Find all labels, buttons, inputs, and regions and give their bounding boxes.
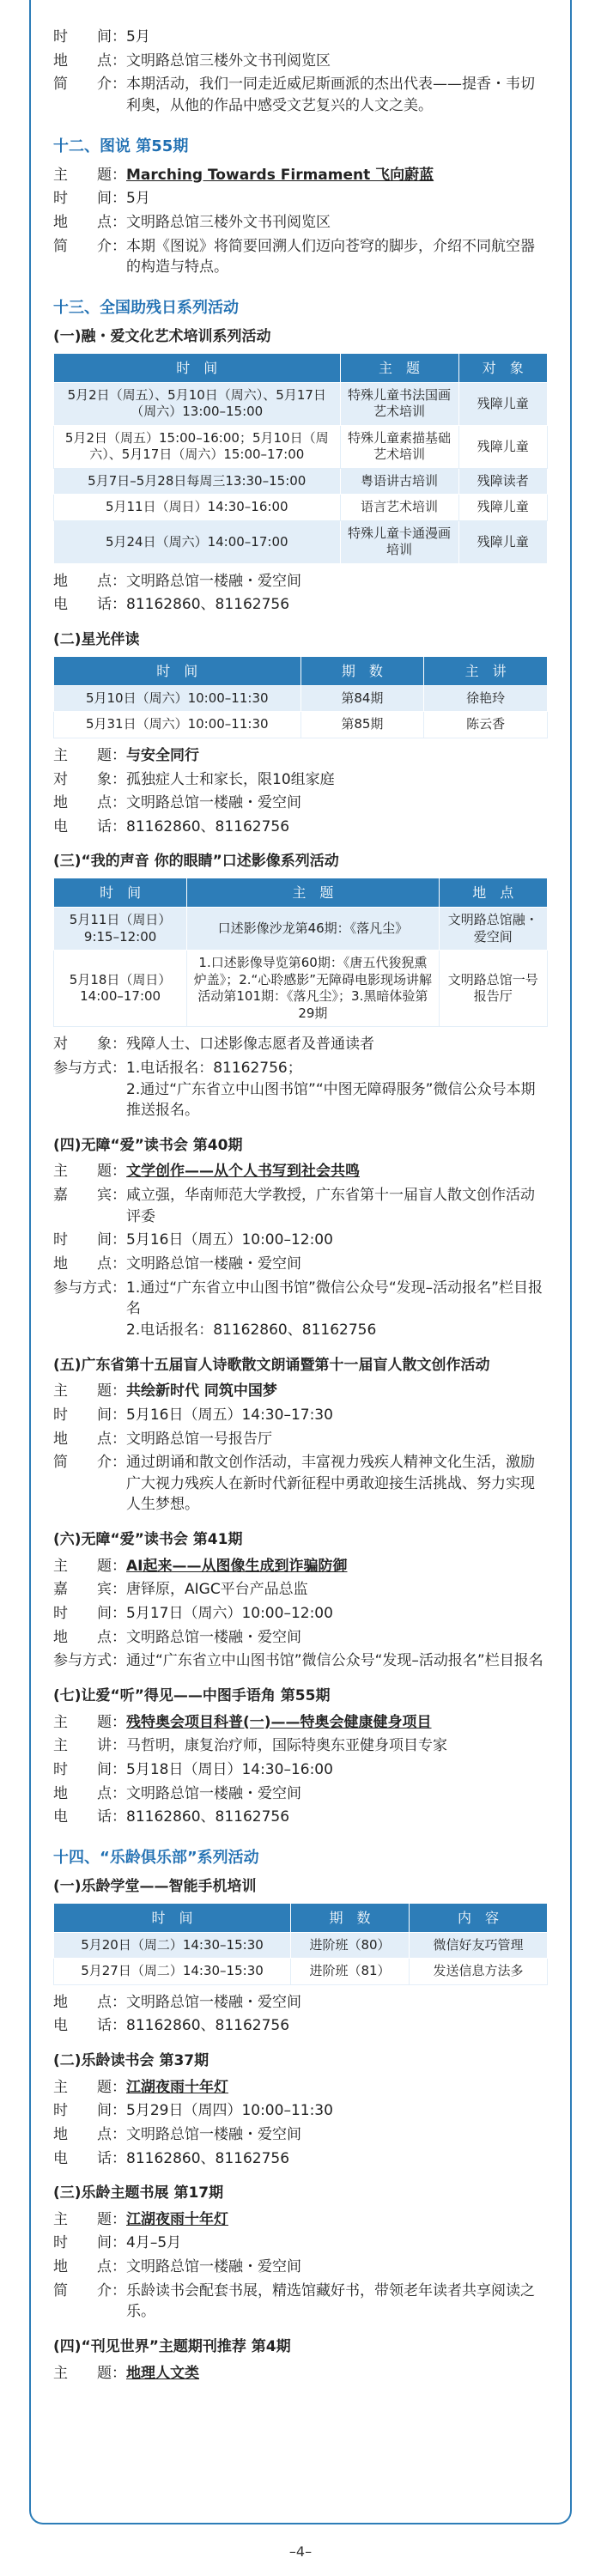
info-row-place: 地 点 ： 文明路总馆一号报告厅 bbox=[53, 1429, 548, 1450]
label: 地 点 bbox=[53, 572, 112, 590]
value: 马哲明，康复治疗师，国际特奥东亚健身项目专家 bbox=[126, 1737, 447, 1755]
info-row-phone: 电 话 ： 81162860、81162756 bbox=[53, 1807, 548, 1828]
info-row-method: 参与方式 ： 1.电话报名：81162756； 2.通过“广东省立中山图书馆”“中图无障碍服务”微信公众号本期推送报名。 bbox=[53, 1058, 548, 1121]
info-row-place: 地 点 ： 文明路总馆一楼融・爱空间 bbox=[53, 1783, 548, 1805]
sub-title: (七)让爱“听”得见——中图手语角 第55期 bbox=[53, 1686, 331, 1704]
info-row-phone: 电 话 ： 81162860、81162756 bbox=[53, 2148, 548, 2170]
table-cell: 5月11日（周日）14:30–16:00 bbox=[54, 495, 341, 521]
table-cell: 5月10日（周六）10:00–11:30 bbox=[54, 685, 301, 712]
value: 文明路总馆三楼外文书刊阅览区 bbox=[126, 52, 331, 70]
schedule-table bbox=[53, 878, 548, 1027]
section-title-14: 十四、“乐龄俱乐部”系列活动 bbox=[53, 1848, 259, 1867]
value: 孤独症人士和家长，限10组家庭 bbox=[126, 770, 335, 788]
sub-title: (六)无障“爱”读书会 第41期 bbox=[53, 1531, 243, 1549]
label: 主 题 bbox=[53, 1163, 112, 1181]
value: 残障人士、口述影像志愿者及普通读者 bbox=[126, 1036, 374, 1054]
table-row bbox=[54, 1932, 548, 1959]
info-row-time: 时 间 ： 5月 bbox=[53, 27, 548, 48]
label: 地 点 bbox=[53, 2258, 112, 2276]
table-cell: 语言艺术培训 bbox=[340, 495, 458, 521]
sub-title: (三)乐龄主题书展 第17期 bbox=[53, 2184, 224, 2202]
table-cell: 特殊儿童卡通漫画培训 bbox=[340, 520, 458, 563]
value: 81162860、81162756 bbox=[126, 817, 290, 835]
label: 简 介 bbox=[53, 76, 112, 94]
info-row-intro: 简 介 ： 乐龄读书会配套书展，精选馆藏好书，带领老年读者共享阅读之乐。 bbox=[53, 2281, 548, 2323]
label: 主 题 bbox=[53, 166, 112, 184]
info-row-theme: 主 题 ： AI起来——从图像生成到诈骗防御 bbox=[53, 1556, 548, 1577]
label: 地 点 bbox=[53, 794, 112, 812]
info-row-place: 地 点 ： 文明路总馆一楼融・爱空间 bbox=[53, 793, 548, 814]
label: 地 点 bbox=[53, 52, 112, 70]
label: 时 间 bbox=[53, 190, 112, 208]
info-row-time: 时 间 ： 5月17日（周六）10:00–12:00 bbox=[53, 1603, 548, 1625]
table-cell: 文明路总馆一号报告厅 bbox=[439, 951, 548, 1027]
info-row-time: 时 间 ： 5月16日（周五）14:30–17:30 bbox=[53, 1405, 548, 1426]
table-cell: 发送信息方法多 bbox=[410, 1959, 548, 1985]
value: 文明路总馆一楼融・爱空间 bbox=[126, 1784, 301, 1802]
value: 文明路总馆一楼融・爱空间 bbox=[126, 2125, 301, 2143]
label: 主 题 bbox=[53, 1557, 112, 1575]
table-row bbox=[54, 712, 548, 738]
table-cell: 5月27日（周二）14:30–15:30 bbox=[54, 1959, 291, 1985]
info-row-place: 地 点 ： 文明路总馆一楼融・爱空间 bbox=[53, 2257, 548, 2278]
info-row-time: 时 间 ： 5月18日（周日）14:30–16:00 bbox=[53, 1759, 548, 1781]
label: 主 题 bbox=[53, 2078, 112, 2096]
table-cell: 进阶班（81） bbox=[291, 1959, 410, 1985]
table-cell: 陈云香 bbox=[424, 712, 548, 738]
label: 时 间 bbox=[53, 28, 112, 46]
label: 主 题 bbox=[53, 2364, 112, 2382]
table-cell: 残障读者 bbox=[458, 468, 548, 495]
info-row-theme: 主 题 ： 共绘新时代 同筑中国梦 bbox=[53, 1381, 548, 1402]
label: 地 点 bbox=[53, 1430, 112, 1448]
table-row bbox=[54, 951, 548, 1027]
table-header: 时 间 bbox=[54, 1903, 291, 1932]
value: 通过“广东省立中山图书馆”微信公众号“发现–活动报名”栏目报名 bbox=[126, 1652, 543, 1670]
table-cell: 5月11日（周日）9:15–12:00 bbox=[54, 908, 187, 951]
value: 81162860、81162756 bbox=[126, 2149, 290, 2167]
label: 地 点 bbox=[53, 2125, 112, 2143]
value: 4月–5月 bbox=[126, 2234, 182, 2252]
label: 地 点 bbox=[53, 213, 112, 231]
value: 81162860、81162756 bbox=[126, 596, 290, 614]
info-row-method: 参与方式 ： 通过“广东省立中山图书馆”微信公众号“发现–活动报名”栏目报名 bbox=[53, 1650, 548, 1672]
table-cell: 5月2日（周五）、5月10日（周六）、5月17日（周六）13:00–15:00 bbox=[54, 382, 341, 425]
value: 文明路总馆三楼外文书刊阅览区 bbox=[126, 213, 331, 231]
label: 对 象 bbox=[53, 770, 112, 788]
value: 残特奥会项目科普(一)——特奥会健康健身项目 bbox=[126, 1713, 432, 1731]
value: 地理人文类 bbox=[126, 2364, 199, 2382]
info-row-theme: 主 题 ： 地理人文类 bbox=[53, 2363, 548, 2385]
table-cell: 残障儿童 bbox=[458, 495, 548, 521]
label: 参与方式 bbox=[53, 1279, 112, 1297]
info-row-intro: 简 介 ： 本期《图说》将简要回溯人们迈向苍穹的脚步，介绍不同航空器的构造与特点。 bbox=[53, 236, 548, 278]
label: 地 点 bbox=[53, 1628, 112, 1646]
table-header: 时 间 bbox=[54, 353, 341, 382]
table-cell: 第85期 bbox=[300, 712, 424, 738]
table-cell: 1.口述影像导览第60期：《唐五代狻猊熏炉盖》；2.“心聆感影”无障碍电影现场讲解活动第101期：《落凡尘》；3.黑暗体验第29期 bbox=[187, 951, 439, 1027]
label: 时 间 bbox=[53, 1605, 112, 1623]
label: 对 象 bbox=[53, 1036, 112, 1054]
table-cell: 5月31日（周六）10:00–11:30 bbox=[54, 712, 301, 738]
info-row-target: 对 象 ： 孤独症人士和家长，限10组家庭 bbox=[53, 769, 548, 791]
label: 参与方式 bbox=[53, 1059, 112, 1077]
table-header: 期 数 bbox=[291, 1903, 410, 1932]
table-cell: 残障儿童 bbox=[458, 425, 548, 468]
table-header: 时 间 bbox=[54, 656, 301, 685]
sub-title: (二)星光伴读 bbox=[53, 631, 140, 649]
info-row-time: 时 间 ： 5月29日（周四）10:00–11:30 bbox=[53, 2100, 548, 2122]
info-row-speaker: 主 讲 ： 马哲明，康复治疗师，国际特奥东亚健身项目专家 bbox=[53, 1735, 548, 1757]
value: 文明路总馆一楼融・爱空间 bbox=[126, 1993, 301, 2011]
table-cell: 特殊儿童素描基础艺术培训 bbox=[340, 425, 458, 468]
label: 电 话 bbox=[53, 817, 112, 835]
value: 文明路总馆一楼融・爱空间 bbox=[126, 2258, 301, 2276]
table-row bbox=[54, 468, 548, 495]
label: 地 点 bbox=[53, 1993, 112, 2011]
label: 时 间 bbox=[53, 1406, 112, 1424]
table-row bbox=[54, 908, 548, 951]
info-row-place: 地 点 ： 文明路总馆一楼融・爱空间 bbox=[53, 2124, 548, 2146]
table-cell: 微信好友巧管理 bbox=[410, 1932, 548, 1959]
info-row-theme: 主 题 ： 江湖夜雨十年灯 bbox=[53, 2209, 548, 2231]
label: 地 点 bbox=[53, 1784, 112, 1802]
label: 电 话 bbox=[53, 1808, 112, 1826]
value: 唐铎原，AIGC平台产品总监 bbox=[126, 1581, 308, 1599]
label: 电 话 bbox=[53, 596, 112, 614]
value: 江湖夜雨十年灯 bbox=[126, 2078, 228, 2096]
info-row-theme: 主 题 ： 江湖夜雨十年灯 bbox=[53, 2077, 548, 2099]
table-row bbox=[54, 382, 548, 425]
table-header: 主 题 bbox=[340, 353, 458, 382]
sub-title: (一)融・爱文化艺术培训系列活动 bbox=[53, 327, 271, 345]
info-row-time: 时 间 ： 4月–5月 bbox=[53, 2233, 548, 2254]
table-row bbox=[54, 685, 548, 712]
info-row-place: 地 点 ： 文明路总馆三楼外文书刊阅览区 bbox=[53, 51, 548, 72]
method-line: 2.通过“广东省立中山图书馆”“中图无障碍服务”微信公众号本期推送报名。 bbox=[126, 1080, 536, 1120]
value: 文明路总馆一楼融・爱空间 bbox=[126, 1628, 301, 1646]
value: 81162860、81162756 bbox=[126, 1808, 290, 1826]
value: 本期《图说》将简要回溯人们迈向苍穹的脚步，介绍不同航空器的构造与特点。 bbox=[126, 237, 535, 276]
table-cell: 5月7日–5月28日每周三13:30–15:00 bbox=[54, 468, 341, 495]
info-row-intro: 简 介 ： 本期活动，我们一同走近威尼斯画派的杰出代表——提香・韦切利奥，从他的作品中感受文艺复兴的人文之美。 bbox=[53, 74, 548, 116]
info-row-method: 参与方式 ： 1.通过“广东省立中山图书馆”微信公众号“发现–活动报名”栏目报名 2.电话报名：81162860、81162756 bbox=[53, 1278, 548, 1341]
value: 5月 bbox=[126, 28, 150, 46]
label: 地 点 bbox=[53, 1255, 112, 1273]
label: 主 讲 bbox=[53, 1737, 112, 1755]
sub-title: (一)乐龄学堂——智能手机培训 bbox=[53, 1877, 257, 1895]
info-row-theme: 主 题 ： Marching Towards Firmament 飞向蔚蓝 bbox=[53, 165, 548, 186]
info-row-guest: 嘉 宾 ： 咸立强，华南师范大学教授，广东省第十一届盲人散文创作活动评委 bbox=[53, 1185, 548, 1227]
value: Marching Towards Firmament 飞向蔚蓝 bbox=[126, 166, 434, 184]
value: 5月 bbox=[126, 190, 150, 208]
content bbox=[34, 27, 567, 2384]
label: 嘉 宾 bbox=[53, 1187, 112, 1205]
sub-title: (四)“刊见世界”主题期刊推荐 第4期 bbox=[53, 2338, 291, 2356]
value: 共绘新时代 同筑中国梦 bbox=[126, 1382, 277, 1400]
sub-title: (四)无障“爱”读书会 第40期 bbox=[53, 1136, 243, 1154]
label: 简 介 bbox=[53, 2281, 112, 2300]
info-row-phone: 电 话 ： 81162860、81162756 bbox=[53, 2015, 548, 2037]
info-row-place: 地 点 ： 文明路总馆一楼融・爱空间 bbox=[53, 1992, 548, 2014]
value: 文学创作——从个人书写到社会共鸣 bbox=[126, 1163, 360, 1181]
info-row-theme: 主 题 ： 文学创作——从个人书写到社会共鸣 bbox=[53, 1161, 548, 1182]
schedule-table bbox=[53, 656, 548, 738]
table-row bbox=[54, 520, 548, 563]
value: 81162860、81162756 bbox=[126, 2017, 290, 2035]
info-row-place: 地 点 ： 文明路总馆一楼融・爱空间 bbox=[53, 571, 548, 592]
value: 5月16日（周五）10:00–12:00 bbox=[126, 1231, 333, 1249]
table-cell: 5月24日（周六）14:00–17:00 bbox=[54, 520, 341, 563]
info-row-phone: 电 话 ： 81162860、81162756 bbox=[53, 817, 548, 838]
method-line: 1.电话报名：81162756； bbox=[126, 1059, 302, 1077]
value: 咸立强，华南师范大学教授，广东省第十一届盲人散文创作活动评委 bbox=[126, 1187, 535, 1225]
sub-title: (五)广东省第十五届盲人诗歌散文朗诵暨第十一届盲人散文创作活动 bbox=[53, 1356, 490, 1374]
table-header: 主 讲 bbox=[424, 656, 548, 685]
table-cell: 粤语讲古培训 bbox=[340, 468, 458, 495]
value: 与安全同行 bbox=[126, 746, 199, 764]
page-number: –4– bbox=[288, 2543, 313, 2560]
label: 主 题 bbox=[53, 1713, 112, 1731]
table-header: 内 容 bbox=[410, 1903, 548, 1932]
label: 参与方式 bbox=[53, 1652, 112, 1670]
label: 时 间 bbox=[53, 1231, 112, 1249]
info-row-theme: 主 题 ： 与安全同行 bbox=[53, 745, 548, 767]
label: 电 话 bbox=[53, 2149, 112, 2167]
label: 简 介 bbox=[53, 237, 112, 255]
info-row-intro: 简 介 ： 通过朗诵和散文创作活动，丰富视力残疾人精神文化生活，激励广大视力残疾人在新时代新征程中勇敢迎接生活挑战、努力实现人生梦想。 bbox=[53, 1452, 548, 1516]
table-cell: 5月2日（周五）15:00–16:00；5月10日（周六）、5月17日（周六）15:00–17:00 bbox=[54, 425, 341, 468]
info-row-target: 对 象 ： 残障人士、口述影像志愿者及普通读者 bbox=[53, 1034, 548, 1055]
value: 文明路总馆一楼融・爱空间 bbox=[126, 1255, 301, 1273]
section-title-13: 十三、全国助残日系列活动 bbox=[53, 298, 239, 317]
table-cell: 残障儿童 bbox=[458, 520, 548, 563]
table-cell: 5月20日（周二）14:30–15:30 bbox=[54, 1932, 291, 1959]
table-cell: 特殊儿童书法国画艺术培训 bbox=[340, 382, 458, 425]
label: 主 题 bbox=[53, 746, 112, 764]
info-row-place: 地 点 ： 文明路总馆一楼融・爱空间 bbox=[53, 1627, 548, 1649]
table-header: 对 象 bbox=[458, 353, 548, 382]
label: 简 介 bbox=[53, 1454, 112, 1472]
info-row-time: 时 间 ： 5月16日（周五）10:00–12:00 bbox=[53, 1230, 548, 1251]
table-cell: 徐艳玲 bbox=[424, 685, 548, 712]
table-cell: 口述影像沙龙第46期：《落凡尘》 bbox=[187, 908, 439, 951]
value: 乐龄读书会配套书展，精选馆藏好书，带领老年读者共享阅读之乐。 bbox=[126, 2281, 535, 2321]
table-header: 地 点 bbox=[439, 878, 548, 908]
value: 5月16日（周五）14:30–17:30 bbox=[126, 1406, 333, 1424]
value: 5月29日（周四）10:00–11:30 bbox=[126, 2102, 333, 2120]
table-header: 期 数 bbox=[300, 656, 424, 685]
method-line: 1.通过“广东省立中山图书馆”微信公众号“发现–活动报名”栏目报名 bbox=[126, 1279, 543, 1318]
value: 本期活动，我们一同走近威尼斯画派的杰出代表——提香・韦切利奥，从他的作品中感受文艺复兴的人文之美。 bbox=[126, 76, 535, 114]
info-row-place: 地 点 ： 文明路总馆一楼融・爱空间 bbox=[53, 1254, 548, 1275]
table-row bbox=[54, 495, 548, 521]
sub-title: (三)“我的声音 你的眼睛”口述影像系列活动 bbox=[53, 853, 339, 871]
value: 5月18日（周日）14:30–16:00 bbox=[126, 1760, 333, 1778]
info-row-place: 地 点 ： 文明路总馆三楼外文书刊阅览区 bbox=[53, 212, 548, 234]
info-row-phone: 电 话 ： 81162860、81162756 bbox=[53, 594, 548, 616]
table-cell: 5月18日（周日）14:00–17:00 bbox=[54, 951, 187, 1027]
value: 文明路总馆一楼融・爱空间 bbox=[126, 794, 301, 812]
label: 主 题 bbox=[53, 1382, 112, 1400]
value: AI起来——从图像生成到诈骗防御 bbox=[126, 1557, 348, 1575]
sub-title: (二)乐龄读书会 第37期 bbox=[53, 2051, 209, 2069]
schedule-table bbox=[53, 1903, 548, 1985]
label: 时 间 bbox=[53, 2102, 112, 2120]
table-cell: 文明路总馆融・爱空间 bbox=[439, 908, 548, 951]
label: 电 话 bbox=[53, 2017, 112, 2035]
value: 江湖夜雨十年灯 bbox=[126, 2210, 228, 2228]
value: 5月17日（周六）10:00–12:00 bbox=[126, 1605, 333, 1623]
value: 文明路总馆一号报告厅 bbox=[126, 1430, 272, 1448]
value: 通过朗诵和散文创作活动，丰富视力残疾人精神文化生活，激励广大视力残疾人在新时代新征程中勇敢迎接生活挑战、努力实现人生梦想。 bbox=[126, 1454, 535, 1514]
label: 主 题 bbox=[53, 2210, 112, 2228]
schedule-table bbox=[53, 353, 548, 564]
label: 时 间 bbox=[53, 2234, 112, 2252]
section-title-12: 十二、图说 第55期 bbox=[53, 137, 189, 155]
info-row-guest: 嘉 宾 ： 唐铎原，AIGC平台产品总监 bbox=[53, 1579, 548, 1601]
method-line: 2.电话报名：81162860、81162756 bbox=[126, 1321, 377, 1339]
table-header: 时 间 bbox=[54, 878, 187, 908]
label: 时 间 bbox=[53, 1760, 112, 1778]
info-row-time: 时 间 ： 5月 bbox=[53, 188, 548, 210]
table-row bbox=[54, 1959, 548, 1985]
value: 文明路总馆一楼融・爱空间 bbox=[126, 572, 301, 590]
table-header: 主 题 bbox=[187, 878, 439, 908]
table-row bbox=[54, 425, 548, 468]
table-cell: 进阶班（80） bbox=[291, 1932, 410, 1959]
table-cell: 第84期 bbox=[300, 685, 424, 712]
info-row-theme: 主 题 ： 残特奥会项目科普(一)——特奥会健康健身项目 bbox=[53, 1712, 548, 1734]
label: 嘉 宾 bbox=[53, 1581, 112, 1599]
table-cell: 残障儿童 bbox=[458, 382, 548, 425]
